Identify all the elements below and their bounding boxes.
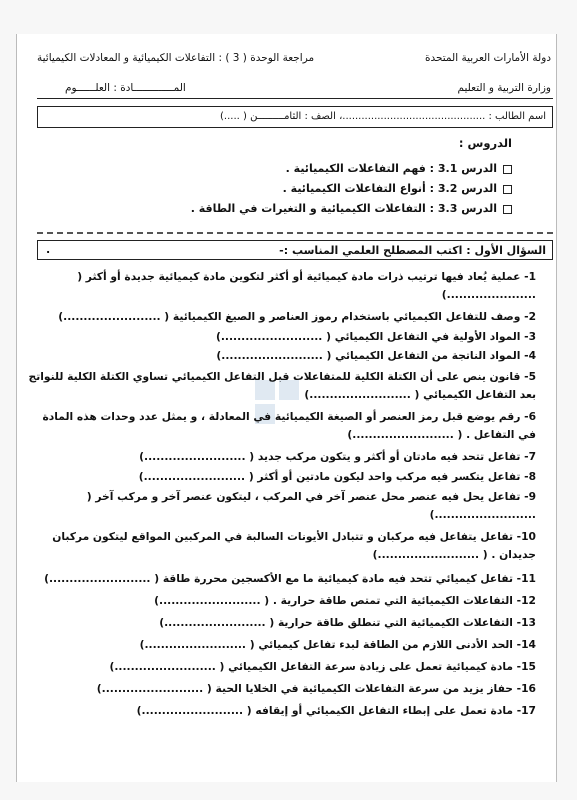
question-item: 6- رقم يوضع قبل رمز العنصر أو الصيغة الكيميائية في المعادلة ، و يمثل عدد وحدات هذه المادة في التفاعل . ( .........................) (42, 410, 536, 441)
question-item: 17- مادة تعمل على إبطاء التفاعل الكيميائي أو إيقافه ( .........................) (136, 704, 536, 717)
question-item: 13- التفاعلات الكيميائية التي تنطلق طاقة حرارية ( .........................) (159, 616, 536, 629)
ministry-name: وزارة التربية و التعليم (457, 82, 551, 94)
question-item: 9- تفاعل يحل فيه عنصر محل عنصر آخر في المركب ، ليتكون عنصر آخر و مركب آخر ( .........................) (86, 490, 536, 521)
country-name: دولة الأمارات العربية المتحدة (424, 52, 551, 64)
header-row-1 (37, 52, 553, 66)
question-item: 16- حفاز يزيد من سرعة التفاعلات الكيميائية في الخلايا الحية ( .........................) (96, 682, 536, 695)
question-item: 11- تفاعل كيميائي تتحد فيه مادة كيميائية ما مع الأكسجين محررة طاقة ( .........................) (44, 572, 536, 585)
checkbox-icon[interactable] (503, 185, 512, 194)
question-item: 12- التفاعلات الكيميائية التي تمتص طاقة حرارية . ( .........................) (154, 594, 536, 607)
student-info-box (37, 106, 553, 128)
lesson-item: الدرس 3.1 : فهم التفاعلات الكيميائية . (286, 162, 512, 175)
lesson-item: الدرس 3.3 : التفاعلات الكيميائية و التغيرات في الطاقة . (191, 202, 512, 215)
subject-label: المـــــــــــــادة : العلــــــوم (65, 82, 186, 94)
question-item: 1- عملية يُعاد فيها ترتيب ذرات مادة كيميائية أو أكثر لتكوين مادة كيميائية جديدة أو أكثر ( ......................) (77, 270, 536, 301)
section-divider (37, 232, 553, 234)
question-item: 15- مادة كيميائية تعمل على زيادة سرعة التفاعل الكيميائي ( .........................) (109, 660, 536, 673)
checkbox-icon[interactable] (503, 165, 512, 174)
question-item: 8- تفاعل يتكسر فيه مركب واحد ليكون مادتين أو أكثر ( .........................) (138, 470, 536, 483)
question-item: 5- قانون ينص على أن الكتلة الكلية للمتفاعلات قبل التفاعل الكيميائي تساوي الكتلة الكلية للنواتج بعد التفاعل الكيميائي ( .........................) (28, 370, 536, 401)
question-item: 4- المواد الناتجة من التفاعل الكيميائي ( .........................) (216, 349, 536, 362)
student-name-class[interactable]: اسم الطالب : .............................................، الصف : الثامـــــــــن ( .....) (220, 111, 546, 122)
question-item: 2- وصف للتفاعل الكيميائي باستخدام رموز العناصر و الصيغ الكيميائية ( ........................) (58, 310, 536, 323)
worksheet (16, 34, 557, 782)
question-one-title: السؤال الأول : اكتب المصطلح العلمي المناسب :- (279, 244, 546, 257)
header-divider (37, 98, 553, 99)
lessons-title: الدروس : (458, 136, 512, 150)
header-row-2 (37, 82, 553, 96)
unit-review-title: مراجعة الوحدة ( 3 ) : التفاعلات الكيميائية و المعادلات الكيميائية (37, 52, 315, 64)
question-item: 14- الحد الأدنى اللازم من الطاقة لبدء تفاعل كيميائي ( .........................) (139, 638, 536, 651)
question-item: 3- المواد الأولية في التفاعل الكيميائي ( .........................) (215, 330, 536, 343)
lesson-item: الدرس 3.2 : أنواع التفاعلات الكيميائية . (283, 182, 512, 195)
heading-dot: . (46, 243, 51, 256)
question-item: 7- تفاعل تتحد فيه مادتان أو أكثر و يتكون مركب جديد ( .........................) (139, 450, 536, 463)
question-item: 10- تفاعل يتفاعل فيه مركبان و تتبادل الأيونات السالبة في المركبين المواقع ليتكون مركبان جديدان . ( .........................) (52, 530, 536, 561)
question-one-heading (37, 240, 553, 260)
checkbox-icon[interactable] (503, 205, 512, 214)
